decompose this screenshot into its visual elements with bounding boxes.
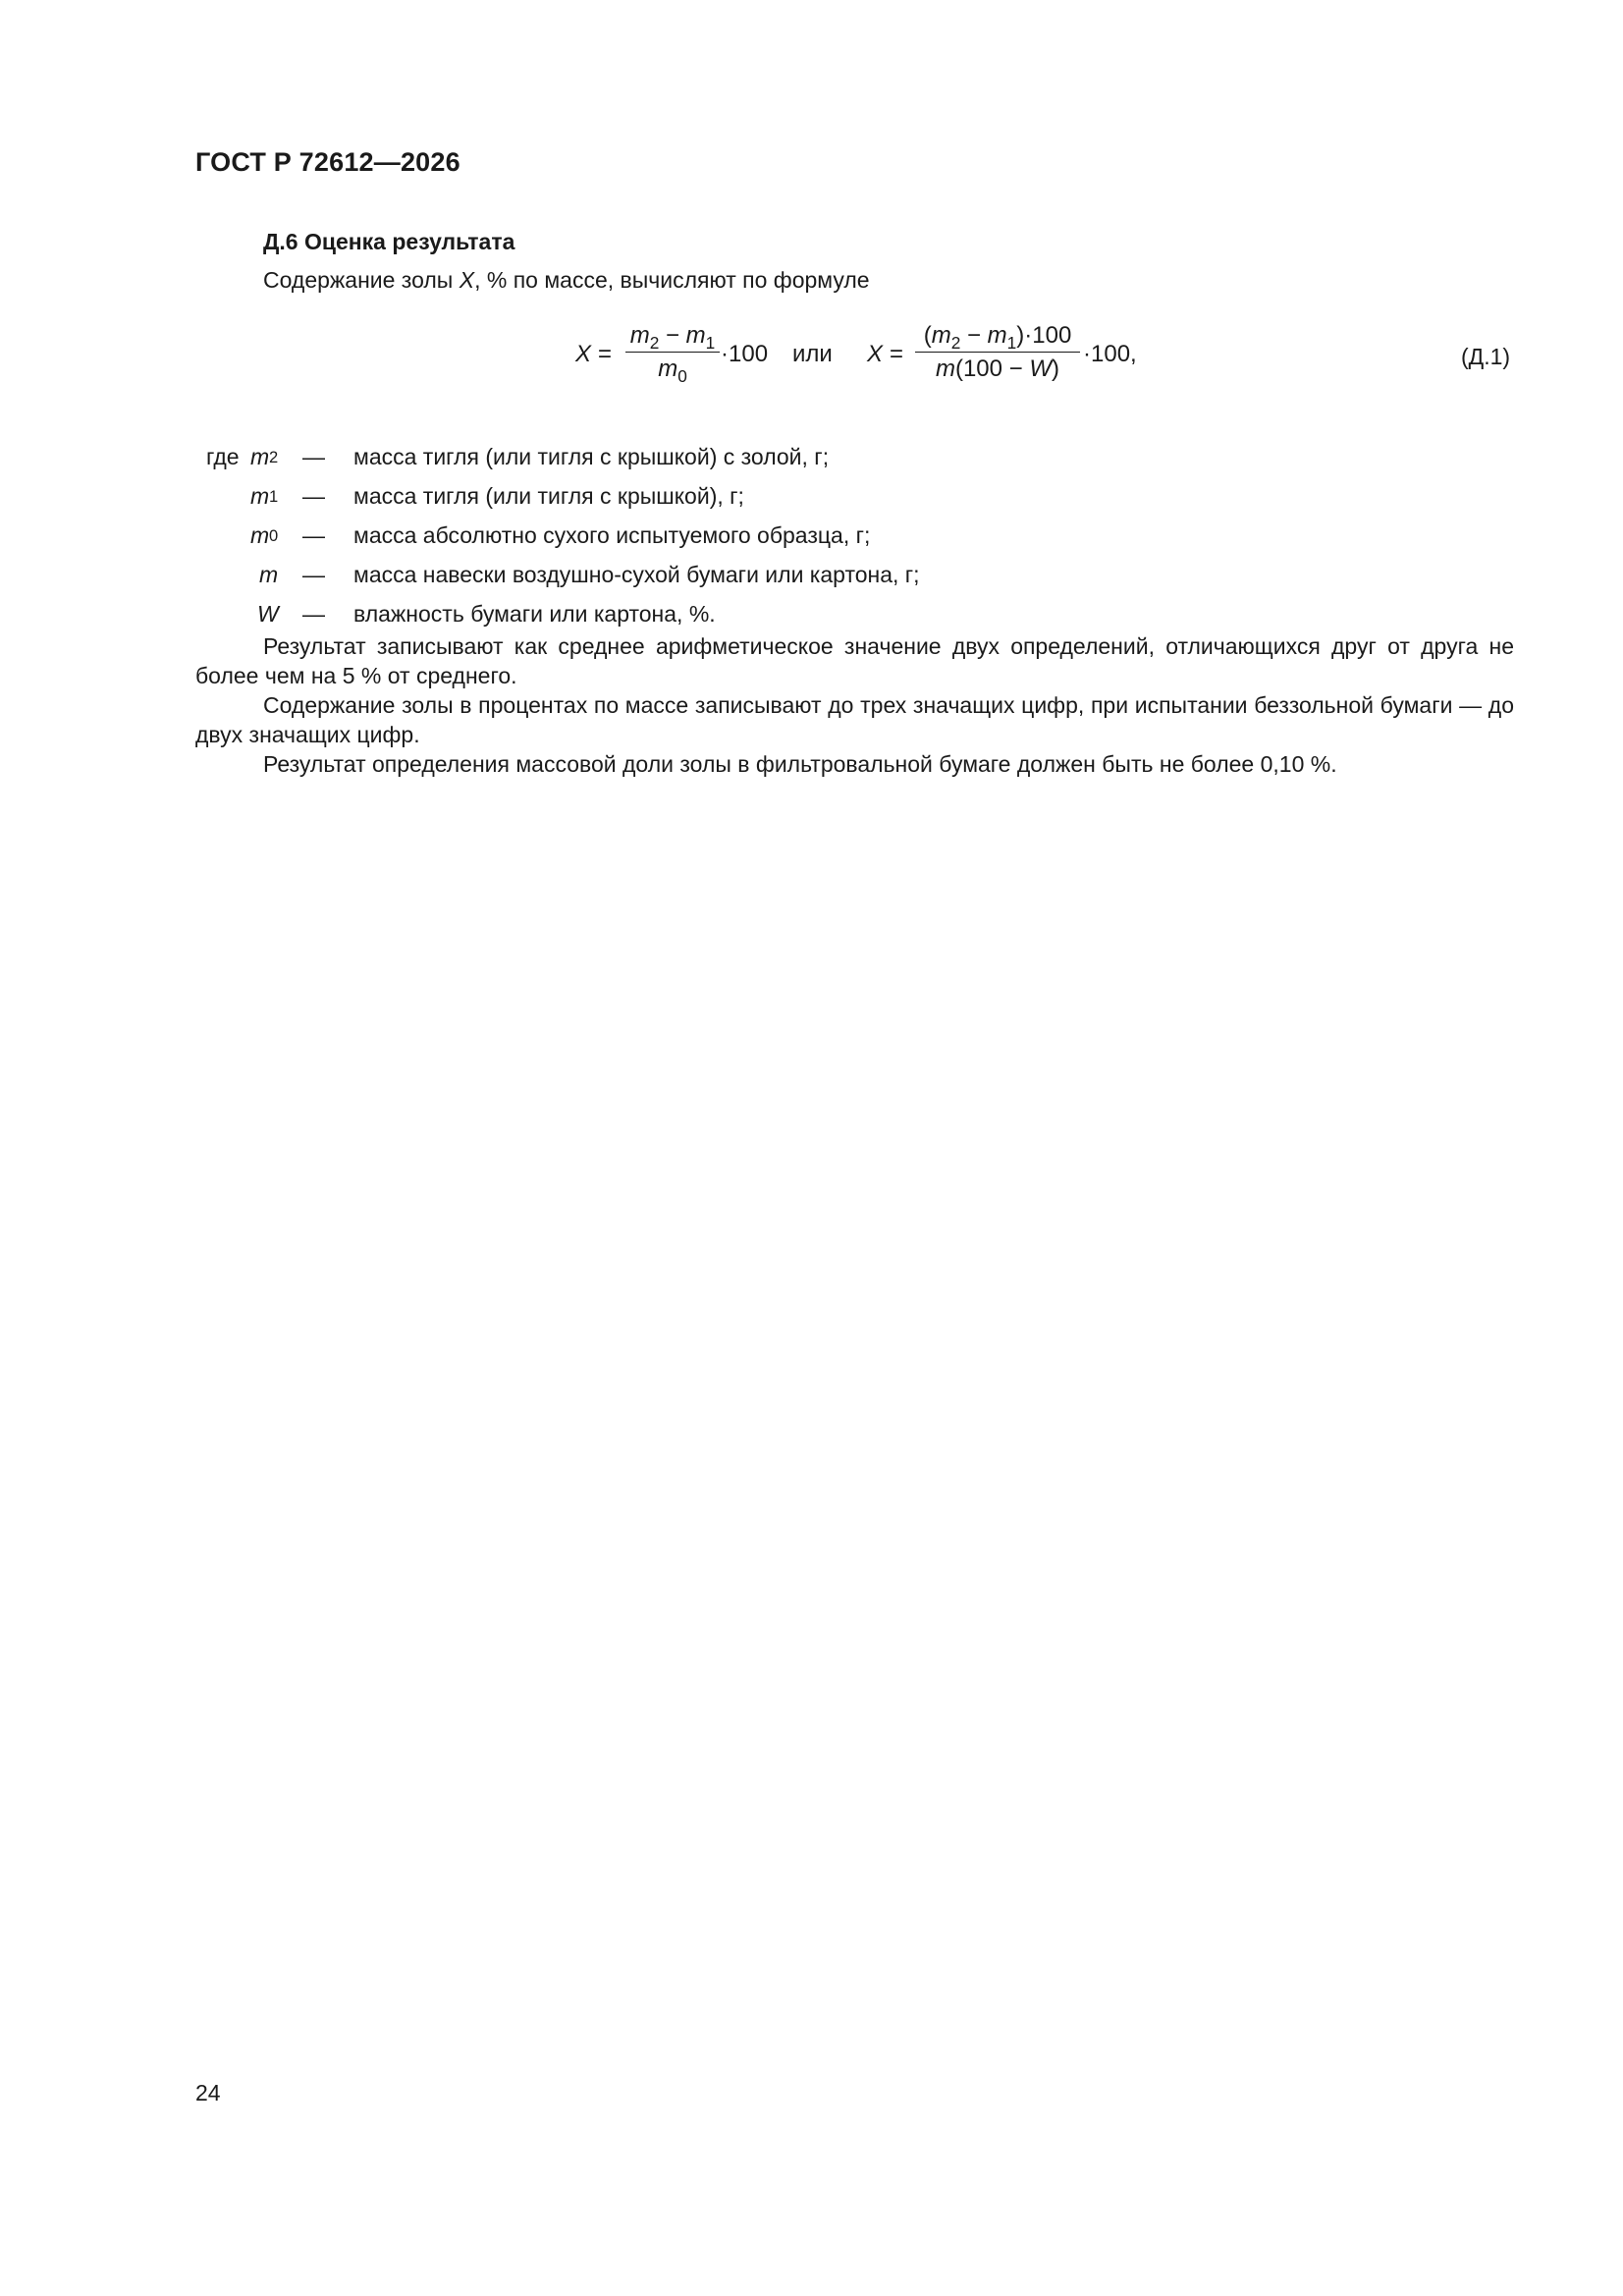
- symbol-definitions: [196, 444, 1571, 640]
- formula2-fraction: [915, 322, 1080, 383]
- definition-row: где m 2 — масса тигля (или тигля с крышкой) с золой, г;: [206, 444, 830, 469]
- formula1-numerator: [625, 322, 720, 354]
- f1-num-m2: m: [629, 322, 650, 349]
- definition-desc: масса навески воздушно-сухой бумаги или картона, г;: [353, 562, 920, 587]
- formula1-fraction: [625, 322, 720, 387]
- f2-num-minus: −: [960, 322, 988, 349]
- f2-num-open: (: [923, 322, 932, 349]
- f2-num-m1: m: [987, 322, 1007, 349]
- f1-den-m0: m: [658, 355, 678, 382]
- intro-variable: X: [459, 267, 475, 293]
- f2-den-m: m: [935, 355, 955, 382]
- formula2-lhs: X =: [867, 341, 903, 367]
- definition-dash: —: [302, 483, 325, 509]
- definition-row: m 0 — масса абсолютно сухого испытуемого образца, г;: [250, 522, 871, 548]
- formula2-denominator: [915, 355, 1080, 383]
- definition-desc: масса тигля (или тигля с крышкой), г;: [353, 483, 744, 509]
- definition-dash: —: [302, 601, 325, 627]
- definition-symbol: m: [250, 444, 270, 469]
- result-paragraph-2: Содержание золы в процентах по массе записывают до трех значащих цифр, при испытании беззольной бумаги — до двух значащих цифр.: [195, 692, 1514, 747]
- definition-dash: —: [302, 444, 325, 469]
- f1-num-m1: m: [685, 322, 706, 349]
- equation-label: (Д.1): [1461, 344, 1511, 369]
- definition-row: m 1 — масса тигля (или тигля с крышкой), г;: [250, 483, 744, 509]
- definition-desc: влажность бумаги или картона, %.: [353, 601, 716, 627]
- formula2-tail: ·100,: [1083, 341, 1137, 367]
- definition-symbol: m: [259, 562, 279, 587]
- definition-row: [196, 601, 1571, 634]
- f2-num-m1-sub: 1: [1006, 333, 1017, 354]
- f2-num-m2-sub: 2: [950, 333, 961, 354]
- definition-desc: масса тигля (или тигля с крышкой) с золой, г;: [353, 444, 830, 469]
- f1-den-m0-sub: 0: [677, 366, 687, 387]
- definition-dash: —: [302, 562, 325, 587]
- f1-num-m1-sub: 1: [705, 333, 716, 354]
- intro-before: Содержание золы: [263, 267, 460, 293]
- intro-text: [263, 267, 870, 294]
- result-paragraph-3: Результат определения массовой доли золы в фильтровальной бумаге должен быть не более 0,10 %.: [263, 751, 1337, 777]
- definition-where: где: [206, 444, 240, 469]
- intro-after: , % по массе, вычисляют по формуле: [474, 267, 870, 293]
- definition-symbol: W: [257, 601, 279, 627]
- definition-desc: масса абсолютно сухого испытуемого образца, г;: [353, 522, 871, 548]
- f2-den-close: ): [1052, 355, 1060, 382]
- f2-den-w: W: [1029, 355, 1053, 382]
- document-header: ГОСТ Р 72612—2026: [195, 147, 460, 177]
- formula-block: [0, 322, 1623, 401]
- f2-den-open: (100 −: [954, 355, 1030, 382]
- f2-num-m2: m: [931, 322, 951, 349]
- formula2-numerator: [915, 322, 1080, 354]
- formula-connector: или: [792, 341, 833, 367]
- page-number: 24: [195, 2080, 221, 2105]
- formula1-tail: ·100: [721, 341, 769, 367]
- formula1-denominator: [625, 355, 720, 387]
- f2-num-close: )·100: [1016, 322, 1072, 349]
- definition-row: [196, 562, 1571, 595]
- result-paragraph-1: Результат записывают как среднее арифметическое значение двух определений, отличающихся друг от друга не более чем на 5 % от среднего.: [195, 633, 1514, 688]
- formula2-fraction-bar: [915, 352, 1080, 353]
- definition-dash: —: [302, 522, 325, 548]
- definition-symbol: m: [250, 483, 270, 509]
- definition-symbol: m: [250, 522, 270, 548]
- formula1-lhs: X =: [575, 341, 612, 367]
- f1-num-m2-sub: 2: [649, 333, 660, 354]
- f1-num-minus: −: [659, 322, 686, 349]
- section-title: Д.6 Оценка результата: [263, 229, 515, 254]
